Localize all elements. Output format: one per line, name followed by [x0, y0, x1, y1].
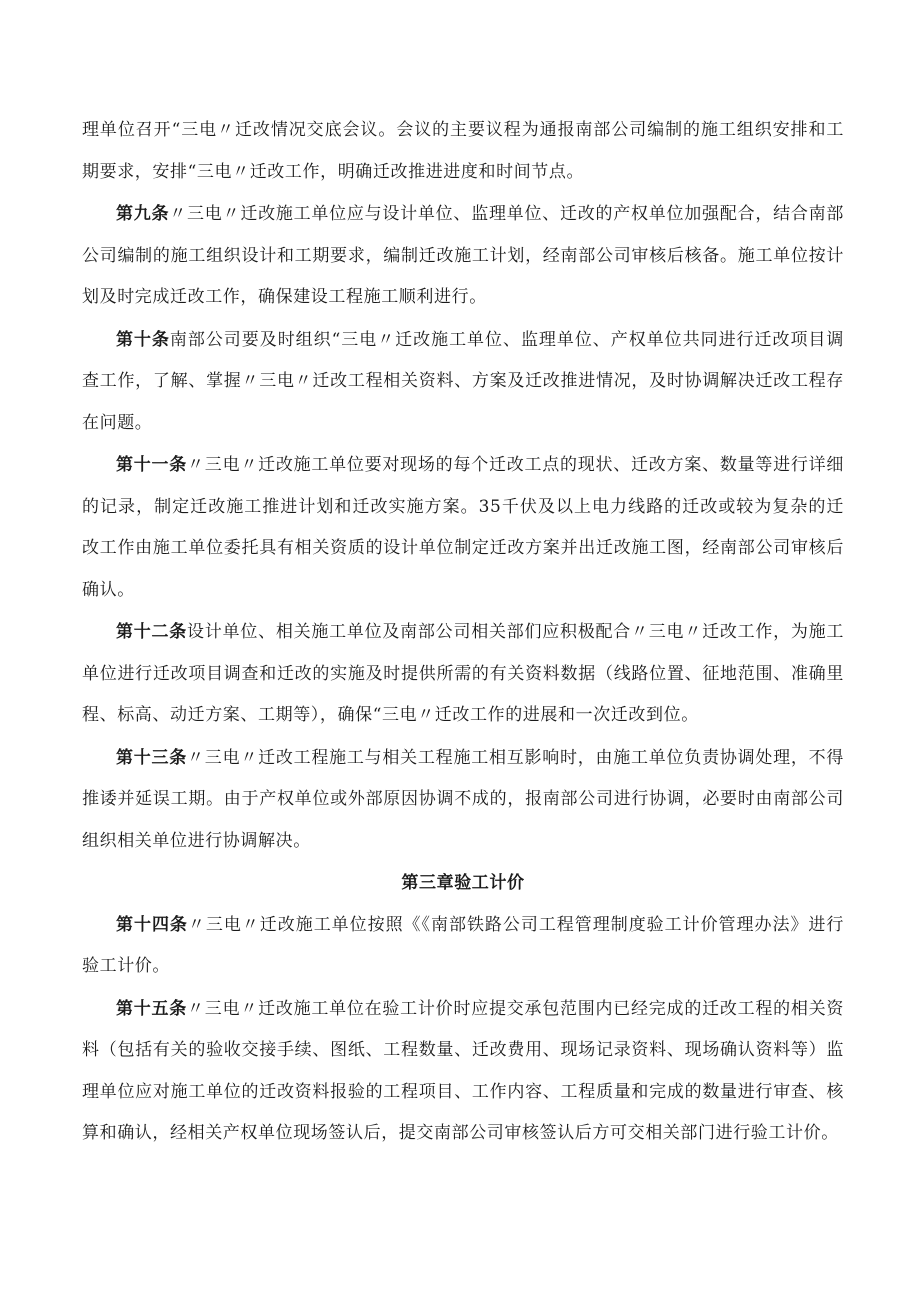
- article-13-text: 〃三电〃迁改工程施工与相关工程施工相互影响时，由施工单位负责协调处理，不得推诿并延误工期。由于产权单位或外部原因协调不成的，报南部公司进行协调，必要时由南部公司组织相关单位进行协调解决。: [82, 747, 844, 851]
- document-page: [82, 110, 844, 1156]
- article-14: [82, 905, 844, 988]
- article-14-label: 第十四条: [116, 914, 188, 935]
- article-13-label: 第十三条: [116, 747, 188, 768]
- article-11: [82, 445, 844, 611]
- chapter-title: 第三章验工计价: [401, 873, 525, 893]
- article-9: [82, 194, 844, 319]
- article-13: [82, 738, 844, 863]
- article-11-label: 第十一条: [116, 455, 188, 475]
- article-15-label: 第十五条: [116, 998, 188, 1019]
- article-15: [82, 989, 844, 1155]
- article-12-text: 设计单位、相关施工单位及南部公司相关部们应积极配合〃三电〃迁改工作，为施工单位进行迁改项目调查和迁改的实施及时提供所需的有关资料数据（线路位置、征地范围、准确里程、标高、动迁方案、工期等），确保“三电〃迁改工作的进展和一次迁改到位。: [82, 622, 844, 725]
- article-11-text: 〃三电〃迁改施工单位要对现场的每个迁改工点的现状、迁改方案、数量等进行详细的记录，制定迁改施工推进计划和迁改实施方案。35千伏及以上电力线路的迁改或较为复杂的迁改工作由施工单位委托具有相关资质的设计单位制定迁改方案并出迁改施工图，经南部公司审核后确认。: [82, 455, 844, 600]
- intro-paragraph: 理单位召开“三电〃迁改情况交底会议。会议的主要议程为通报南部公司编制的施工组织安排和工期要求，安排“三电〃迁改工作，明确迁改推进进度和时间节点。: [82, 120, 844, 182]
- article-10-text: 南部公司要及时组织“三电〃迁改施工单位、监理单位、产权单位共同进行迁改项目调查工作，了解、掌握〃三电〃迁改工程相关资料、方案及迁改推进情况，及时协调解决迁改工程存在问题。: [82, 329, 844, 433]
- article-15-text: 〃三电〃迁改施工单位在验工计价时应提交承包范围内已经完成的迁改工程的相关资料（包括有关的验收交接手续、图纸、工程数量、迁改费用、现场记录资料、现场确认资料等）监理单位应对施工单位的迁改资料报验的工程项目、工作内容、工程质量和完成的数量进行审查、核算和确认，经相关产权单位现场签认后，提交南部公司审核签认后方可交相关部门进行验工计价。: [82, 998, 844, 1143]
- article-9-text: 〃三电〃迁改施工单位应与设计单位、监理单位、迁改的产权单位加强配合，结合南部公司编制的施工组织设计和工期要求，编制迁改施工计划，经南部公司审核后核备。施工单位按计划及时完成迁改工作，确保建设工程施工顺利进行。: [82, 204, 844, 307]
- article-14-text: 〃三电〃迁改施工单位按照《《南部铁路公司工程管理制度验工计价管理办法》进行验工计价。: [82, 914, 844, 976]
- article-12: [82, 612, 844, 737]
- article-10-label: 第十条: [116, 329, 170, 350]
- article-12-label: 第十二条: [116, 622, 188, 642]
- article-9-label: 第九条: [116, 204, 170, 224]
- article-10: [82, 320, 844, 445]
